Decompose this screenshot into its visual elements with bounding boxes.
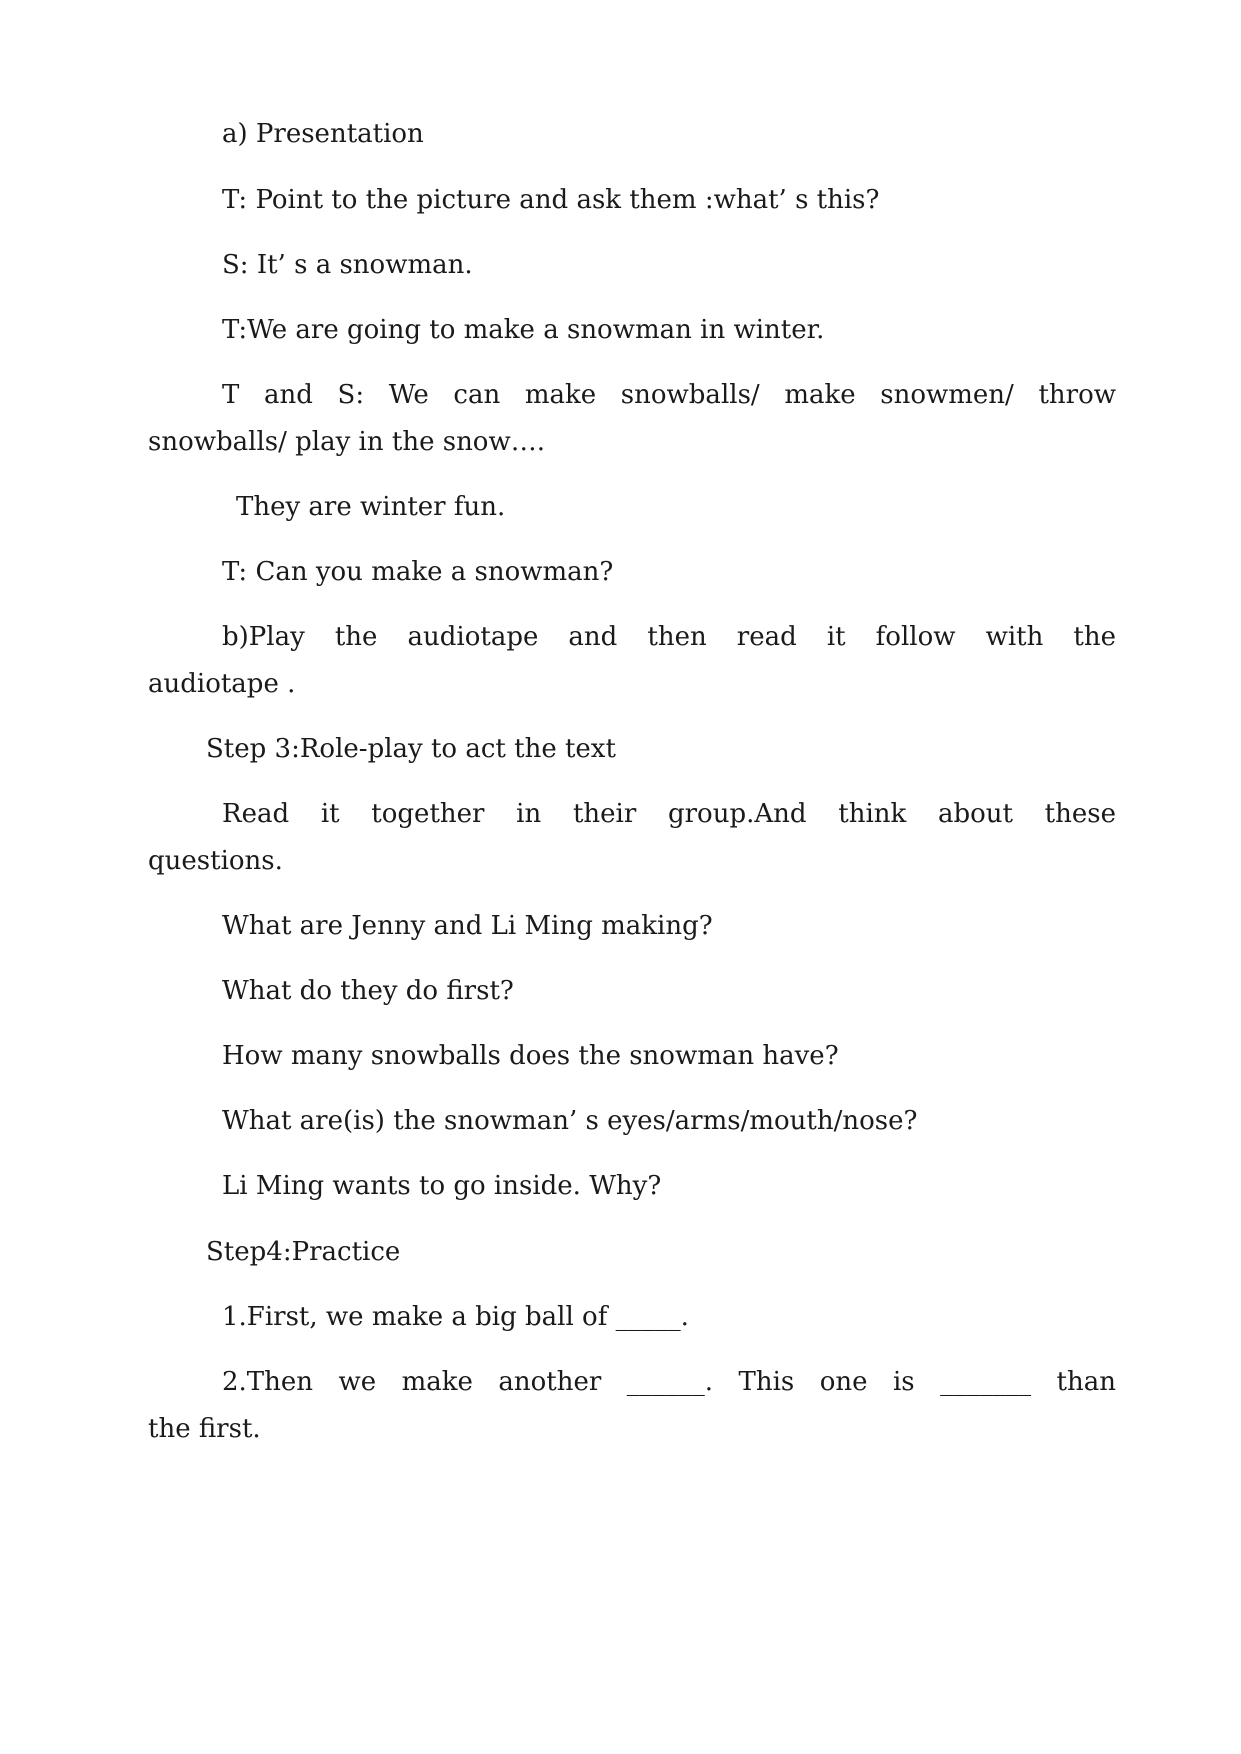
heading-step-4: Step4:Practice: [206, 1237, 401, 1267]
practice-item-2-line2: the first.: [148, 1414, 261, 1444]
paragraph-teacher-question: T: Point to the picture and ask them :what’ s this?: [222, 185, 880, 215]
paragraph-group-reading-line2: questions.: [148, 846, 283, 876]
paragraph-teacher-ask: T: Can you make a snowman?: [222, 557, 614, 587]
practice-item-1: 1.First, we make a big ball of _____.: [222, 1302, 689, 1332]
question-3: How many snowballs does the snowman have?: [222, 1041, 839, 1071]
paragraph-winter-activities-line1: T and S: We can make snowballs/ make snowmen/ throw: [222, 380, 1116, 410]
paragraph-student-answer: S: It’ s a snowman.: [222, 250, 473, 280]
question-1: What are Jenny and Li Ming making?: [222, 911, 713, 941]
paragraph-audiotape-line1: b)Play the audiotape and then read it follow with the: [222, 622, 1116, 652]
practice-item-2-line1: 2.Then we make another ______. This one is _______ than: [222, 1367, 1116, 1397]
heading-step-3: Step 3:Role-play to act the text: [206, 734, 616, 764]
question-4: What are(is) the snowman’ s eyes/arms/mouth/nose?: [222, 1106, 918, 1136]
paragraph-winter-activities-line2: snowballs/ play in the snow….: [148, 427, 545, 457]
question-2: What do they do first?: [222, 976, 514, 1006]
paragraph-winter-fun: They are winter fun.: [236, 492, 506, 522]
paragraph-teacher-statement: T:We are going to make a snowman in winter.: [222, 315, 825, 345]
paragraph-group-reading-line1: Read it together in their group.And think about these: [222, 799, 1116, 829]
paragraph-presentation: a) Presentation: [222, 119, 424, 149]
question-5: Li Ming wants to go inside. Why?: [222, 1171, 662, 1201]
paragraph-audiotape-line2: audiotape .: [148, 669, 296, 699]
